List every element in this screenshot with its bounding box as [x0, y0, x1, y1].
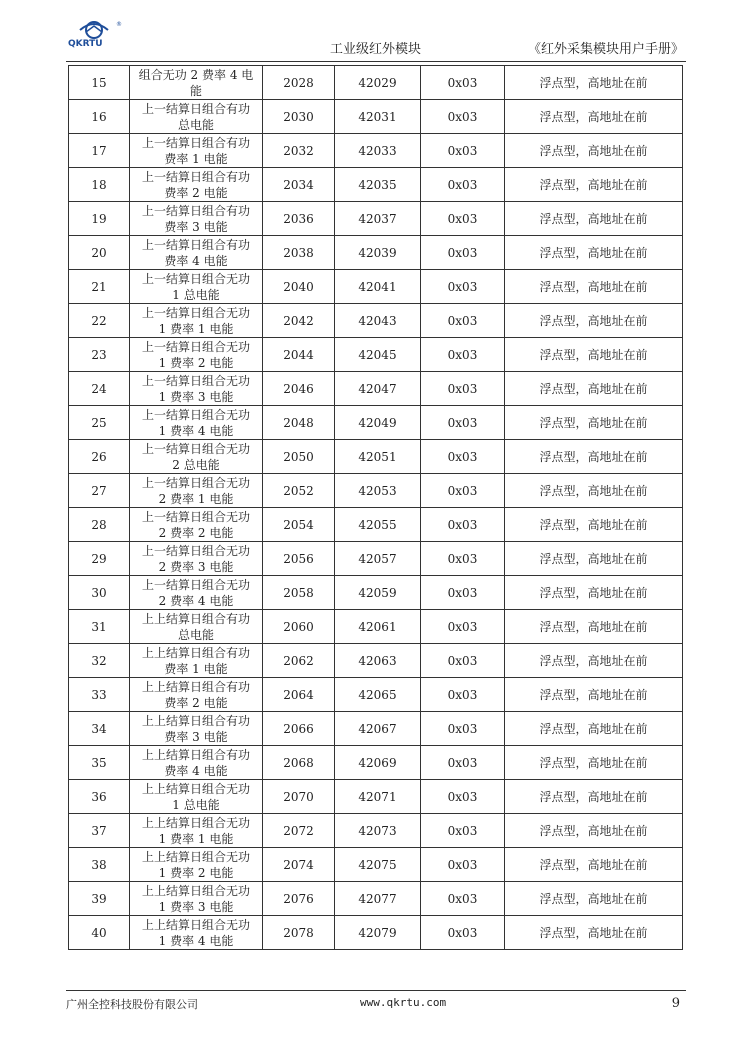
name-line-2: 1 费率 4 电能	[158, 933, 234, 948]
index-cell: 32	[69, 644, 130, 678]
address-cell: 2038	[263, 236, 335, 270]
name-line-1: 上上结算日组合无功	[141, 815, 250, 830]
description-cell: 浮点型，高地址在前	[505, 814, 683, 848]
table-row	[69, 814, 683, 848]
index-cell: 21	[69, 270, 130, 304]
table-row	[69, 644, 683, 678]
description-cell: 浮点型，高地址在前	[505, 542, 683, 576]
name-cell	[130, 134, 263, 168]
name-cell	[130, 440, 263, 474]
name-cell	[130, 746, 263, 780]
index-cell: 28	[69, 508, 130, 542]
table-row	[69, 576, 683, 610]
name-line-1: 上一结算日组合有功	[141, 169, 250, 184]
table-row	[69, 474, 683, 508]
address-cell: 2068	[263, 746, 335, 780]
register-cell: 42067	[335, 712, 421, 746]
address-cell: 2058	[263, 576, 335, 610]
function-code-cell: 0x03	[421, 576, 505, 610]
name-cell	[130, 644, 263, 678]
footer-company: 广州全控科技股份有限公司	[66, 998, 198, 1011]
name-line-1: 上一结算日组合无功	[141, 475, 250, 490]
name-line-2: 2 费率 1 电能	[158, 491, 234, 506]
index-cell: 30	[69, 576, 130, 610]
function-code-cell: 0x03	[421, 66, 505, 100]
name-line-2: 2 总电能	[172, 457, 220, 472]
description-cell: 浮点型，高地址在前	[505, 678, 683, 712]
function-code-cell: 0x03	[421, 746, 505, 780]
name-cell	[130, 304, 263, 338]
function-code-cell: 0x03	[421, 270, 505, 304]
register-cell: 42053	[335, 474, 421, 508]
header-center-title: 工业级红外模块	[330, 42, 422, 57]
logo-text: QKRTU	[68, 39, 103, 48]
address-cell: 2054	[263, 508, 335, 542]
table-row	[69, 134, 683, 168]
name-line-1: 上上结算日组合有功	[141, 747, 250, 762]
name-line-2: 能	[189, 83, 202, 98]
description-cell: 浮点型，高地址在前	[505, 474, 683, 508]
description-cell: 浮点型，高地址在前	[505, 712, 683, 746]
name-line-1: 上上结算日组合有功	[141, 645, 250, 660]
address-cell: 2034	[263, 168, 335, 202]
address-cell: 2066	[263, 712, 335, 746]
address-cell: 2076	[263, 882, 335, 916]
register-cell: 42031	[335, 100, 421, 134]
name-line-1: 上一结算日组合无功	[141, 373, 250, 388]
address-cell: 2040	[263, 270, 335, 304]
name-line-2: 1 费率 2 电能	[158, 865, 234, 880]
function-code-cell: 0x03	[421, 712, 505, 746]
address-cell: 2032	[263, 134, 335, 168]
description-cell: 浮点型，高地址在前	[505, 440, 683, 474]
function-code-cell: 0x03	[421, 848, 505, 882]
header-manual-title: 《红外采集模块用户手册》	[527, 42, 684, 57]
index-cell: 38	[69, 848, 130, 882]
index-cell: 20	[69, 236, 130, 270]
name-line-2: 费率 1 电能	[164, 151, 228, 166]
function-code-cell: 0x03	[421, 406, 505, 440]
name-line-1: 上一结算日组合无功	[141, 271, 250, 286]
function-code-cell: 0x03	[421, 236, 505, 270]
table-row	[69, 542, 683, 576]
name-line-1: 上一结算日组合有功	[141, 237, 250, 252]
name-line-1: 上上结算日组合有功	[141, 713, 250, 728]
name-line-1: 上上结算日组合有功	[141, 611, 250, 626]
address-cell: 2046	[263, 372, 335, 406]
description-cell: 浮点型，高地址在前	[505, 304, 683, 338]
index-cell: 34	[69, 712, 130, 746]
name-line-2: 1 费率 1 电能	[158, 321, 234, 336]
name-cell	[130, 678, 263, 712]
name-line-2: 费率 2 电能	[164, 185, 228, 200]
name-line-2: 费率 1 电能	[164, 661, 228, 676]
header-divider	[66, 61, 686, 62]
name-line-2: 总电能	[177, 117, 214, 132]
address-cell: 2072	[263, 814, 335, 848]
function-code-cell: 0x03	[421, 916, 505, 950]
name-cell	[130, 474, 263, 508]
register-cell: 42063	[335, 644, 421, 678]
index-cell: 25	[69, 406, 130, 440]
table-row	[69, 848, 683, 882]
name-line-1: 上一结算日组合无功	[141, 441, 250, 456]
name-line-1: 上一结算日组合无功	[141, 543, 250, 558]
table-row	[69, 100, 683, 134]
name-cell	[130, 508, 263, 542]
table-row	[69, 66, 683, 100]
index-cell: 26	[69, 440, 130, 474]
table-row	[69, 270, 683, 304]
register-cell: 42071	[335, 780, 421, 814]
name-line-1: 上一结算日组合无功	[141, 305, 250, 320]
register-table	[68, 65, 683, 950]
name-line-1: 上一结算日组合无功	[141, 509, 250, 524]
name-line-2: 1 费率 2 电能	[158, 355, 234, 370]
function-code-cell: 0x03	[421, 644, 505, 678]
table-row	[69, 202, 683, 236]
description-cell: 浮点型，高地址在前	[505, 134, 683, 168]
index-cell: 27	[69, 474, 130, 508]
table-row	[69, 304, 683, 338]
description-cell: 浮点型，高地址在前	[505, 576, 683, 610]
function-code-cell: 0x03	[421, 474, 505, 508]
address-cell: 2048	[263, 406, 335, 440]
name-line-1: 上一结算日组合有功	[141, 203, 250, 218]
name-line-2: 费率 2 电能	[164, 695, 228, 710]
index-cell: 24	[69, 372, 130, 406]
name-cell	[130, 848, 263, 882]
register-cell: 42057	[335, 542, 421, 576]
name-cell	[130, 916, 263, 950]
register-cell: 42051	[335, 440, 421, 474]
name-cell	[130, 814, 263, 848]
register-cell: 42045	[335, 338, 421, 372]
register-cell: 42029	[335, 66, 421, 100]
name-cell	[130, 270, 263, 304]
index-cell: 40	[69, 916, 130, 950]
name-line-2: 费率 4 电能	[164, 763, 228, 778]
table-row	[69, 168, 683, 202]
address-cell: 2074	[263, 848, 335, 882]
table-row	[69, 678, 683, 712]
name-line-2: 1 费率 3 电能	[158, 389, 234, 404]
description-cell: 浮点型，高地址在前	[505, 746, 683, 780]
table-row	[69, 610, 683, 644]
description-cell: 浮点型，高地址在前	[505, 916, 683, 950]
register-cell: 42039	[335, 236, 421, 270]
function-code-cell: 0x03	[421, 610, 505, 644]
address-cell: 2070	[263, 780, 335, 814]
name-line-2: 1 费率 1 电能	[158, 831, 234, 846]
name-line-2: 费率 4 电能	[164, 253, 228, 268]
description-cell: 浮点型，高地址在前	[505, 168, 683, 202]
address-cell: 2062	[263, 644, 335, 678]
name-cell	[130, 610, 263, 644]
table-row	[69, 406, 683, 440]
name-line-1: 上一结算日组合无功	[141, 339, 250, 354]
register-cell: 42055	[335, 508, 421, 542]
name-cell	[130, 542, 263, 576]
register-cell: 42077	[335, 882, 421, 916]
name-cell	[130, 576, 263, 610]
function-code-cell: 0x03	[421, 372, 505, 406]
register-cell: 42049	[335, 406, 421, 440]
register-cell: 42037	[335, 202, 421, 236]
index-cell: 36	[69, 780, 130, 814]
name-line-1: 上上结算日组合无功	[141, 781, 250, 796]
name-line-2: 1 总电能	[172, 287, 220, 302]
description-cell: 浮点型，高地址在前	[505, 406, 683, 440]
name-cell	[130, 372, 263, 406]
name-line-1: 上一结算日组合无功	[141, 407, 250, 422]
name-line-2: 2 费率 2 电能	[158, 525, 234, 540]
address-cell: 2056	[263, 542, 335, 576]
table-row	[69, 916, 683, 950]
page-number: 9	[671, 996, 680, 1011]
register-cell: 42073	[335, 814, 421, 848]
register-cell: 42035	[335, 168, 421, 202]
index-cell: 31	[69, 610, 130, 644]
name-line-2: 1 费率 3 电能	[158, 899, 234, 914]
index-cell: 16	[69, 100, 130, 134]
index-cell: 35	[69, 746, 130, 780]
register-cell: 42069	[335, 746, 421, 780]
name-line-1: 上一结算日组合无功	[141, 577, 250, 592]
register-cell: 42033	[335, 134, 421, 168]
index-cell: 23	[69, 338, 130, 372]
name-line-1: 上上结算日组合无功	[141, 883, 250, 898]
function-code-cell: 0x03	[421, 168, 505, 202]
name-line-1: 上一结算日组合有功	[141, 135, 250, 150]
register-cell: 42041	[335, 270, 421, 304]
index-cell: 39	[69, 882, 130, 916]
name-line-2: 总电能	[177, 627, 214, 642]
address-cell: 2042	[263, 304, 335, 338]
address-cell: 2044	[263, 338, 335, 372]
name-line-2: 费率 3 电能	[164, 219, 228, 234]
address-cell: 2036	[263, 202, 335, 236]
register-cell: 42059	[335, 576, 421, 610]
table-row	[69, 780, 683, 814]
function-code-cell: 0x03	[421, 780, 505, 814]
description-cell: 浮点型，高地址在前	[505, 338, 683, 372]
index-cell: 15	[69, 66, 130, 100]
register-cell: 42061	[335, 610, 421, 644]
register-cell: 42065	[335, 678, 421, 712]
name-cell	[130, 338, 263, 372]
logo-registered-mark: ®	[116, 21, 122, 28]
name-cell	[130, 236, 263, 270]
description-cell: 浮点型，高地址在前	[505, 236, 683, 270]
name-line-2: 1 费率 4 电能	[158, 423, 234, 438]
description-cell: 浮点型，高地址在前	[505, 644, 683, 678]
table-row	[69, 508, 683, 542]
register-cell: 42079	[335, 916, 421, 950]
address-cell: 2028	[263, 66, 335, 100]
table-row	[69, 746, 683, 780]
name-cell	[130, 406, 263, 440]
index-cell: 37	[69, 814, 130, 848]
name-cell	[130, 882, 263, 916]
address-cell: 2064	[263, 678, 335, 712]
description-cell: 浮点型，高地址在前	[505, 610, 683, 644]
table-row	[69, 338, 683, 372]
name-line-1: 上上结算日组合无功	[141, 849, 250, 864]
name-cell	[130, 202, 263, 236]
register-table-body	[69, 66, 683, 950]
function-code-cell: 0x03	[421, 100, 505, 134]
index-cell: 19	[69, 202, 130, 236]
function-code-cell: 0x03	[421, 814, 505, 848]
name-cell	[130, 712, 263, 746]
name-line-1: 上一结算日组合有功	[141, 101, 250, 116]
function-code-cell: 0x03	[421, 134, 505, 168]
table-row	[69, 712, 683, 746]
index-cell: 33	[69, 678, 130, 712]
name-line-1: 上上结算日组合有功	[141, 679, 250, 694]
function-code-cell: 0x03	[421, 542, 505, 576]
description-cell: 浮点型，高地址在前	[505, 508, 683, 542]
function-code-cell: 0x03	[421, 202, 505, 236]
description-cell: 浮点型，高地址在前	[505, 780, 683, 814]
name-cell	[130, 168, 263, 202]
register-cell: 42075	[335, 848, 421, 882]
name-line-1: 组合无功 2 费率 4 电	[138, 67, 254, 82]
name-line-2: 2 费率 4 电能	[158, 593, 234, 608]
function-code-cell: 0x03	[421, 882, 505, 916]
address-cell: 2060	[263, 610, 335, 644]
index-cell: 17	[69, 134, 130, 168]
description-cell: 浮点型，高地址在前	[505, 66, 683, 100]
table-row	[69, 440, 683, 474]
function-code-cell: 0x03	[421, 440, 505, 474]
table-row	[69, 372, 683, 406]
description-cell: 浮点型，高地址在前	[505, 848, 683, 882]
function-code-cell: 0x03	[421, 508, 505, 542]
address-cell: 2052	[263, 474, 335, 508]
function-code-cell: 0x03	[421, 338, 505, 372]
name-line-2: 2 费率 3 电能	[158, 559, 234, 574]
address-cell: 2078	[263, 916, 335, 950]
name-cell	[130, 780, 263, 814]
description-cell: 浮点型，高地址在前	[505, 270, 683, 304]
index-cell: 22	[69, 304, 130, 338]
index-cell: 29	[69, 542, 130, 576]
table-row	[69, 882, 683, 916]
description-cell: 浮点型，高地址在前	[505, 882, 683, 916]
index-cell: 18	[69, 168, 130, 202]
address-cell: 2050	[263, 440, 335, 474]
footer-divider	[66, 990, 686, 991]
register-cell: 42047	[335, 372, 421, 406]
address-cell: 2030	[263, 100, 335, 134]
name-cell	[130, 66, 263, 100]
description-cell: 浮点型，高地址在前	[505, 372, 683, 406]
function-code-cell: 0x03	[421, 304, 505, 338]
description-cell: 浮点型，高地址在前	[505, 100, 683, 134]
company-logo	[66, 20, 126, 48]
register-cell: 42043	[335, 304, 421, 338]
name-line-1: 上上结算日组合无功	[141, 917, 250, 932]
name-line-2: 1 总电能	[172, 797, 220, 812]
footer-website: www.qkrtu.com	[360, 996, 447, 1009]
description-cell: 浮点型，高地址在前	[505, 202, 683, 236]
function-code-cell: 0x03	[421, 678, 505, 712]
name-cell	[130, 100, 263, 134]
name-line-2: 费率 3 电能	[164, 729, 228, 744]
table-row	[69, 236, 683, 270]
